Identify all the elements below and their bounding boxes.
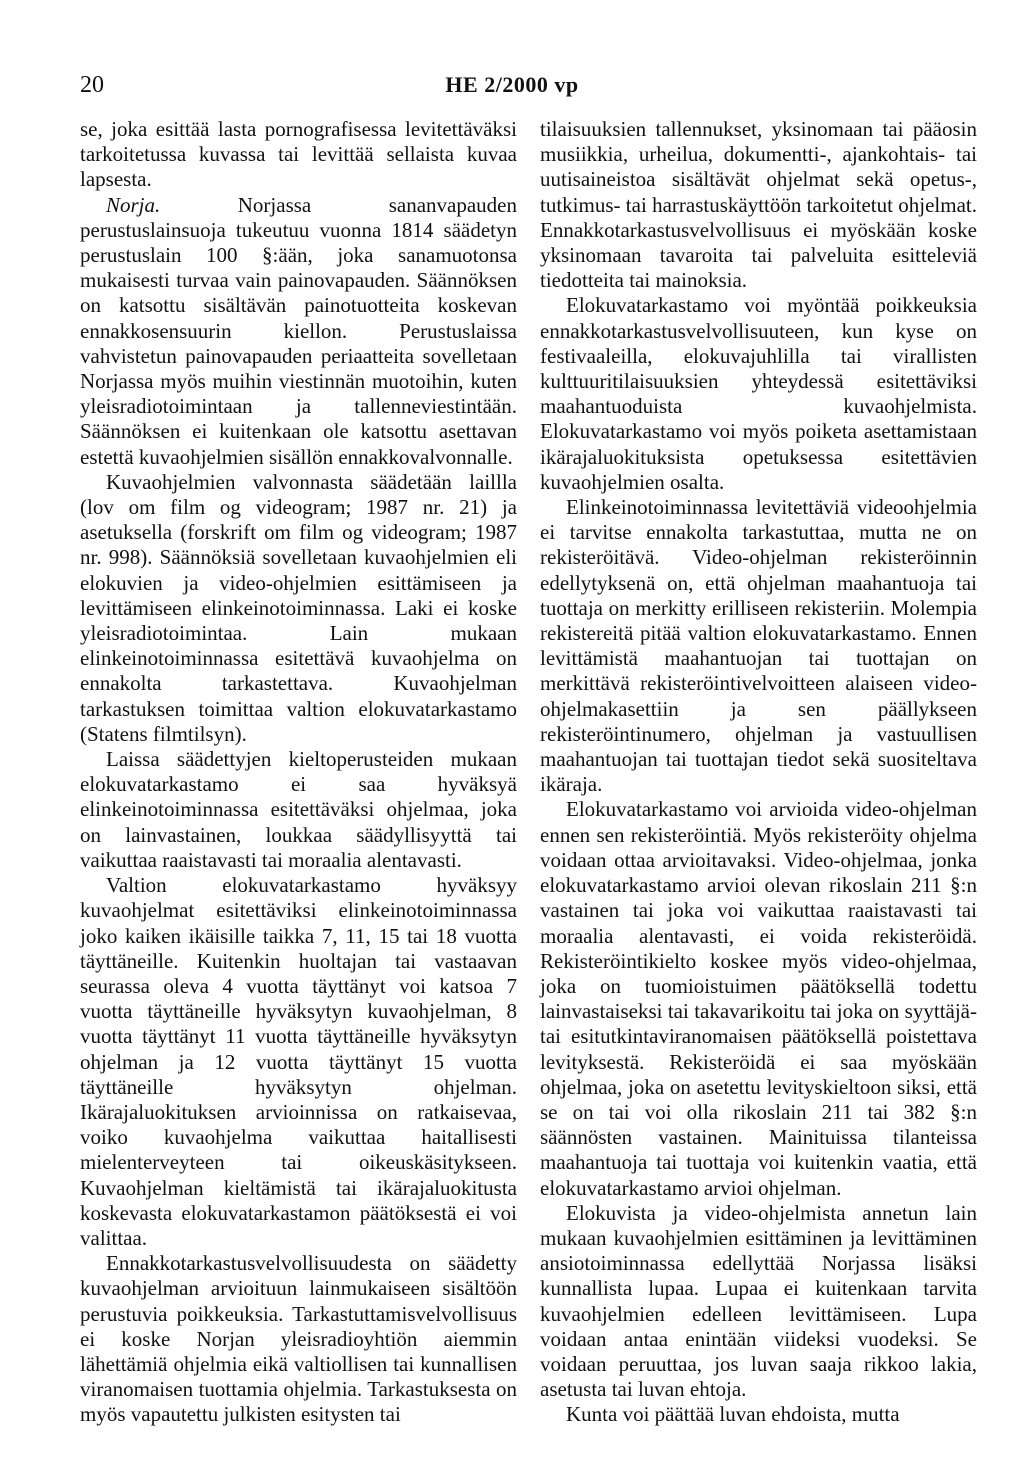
document-id: HE 2/2000 vp: [445, 72, 579, 97]
paragraph: Elokuvatarkastamo voi myöntää poikkeuksia ennakkotarkastusvelvollisuuteen, kun kyse on festivaaleilla, elokuvajuhlilla tai virallisten kulttuuritilaisuuksien yhteydessä esitettäviksi maahantuoduista kuvaohjelmista. Elokuvatarkastamo voi myös poiketa asettamistaan ikärajaluokituksista opetuksessa esitettävien kuvaohjelmien osalta.: [540, 293, 977, 494]
paragraph: Elinkeinotoiminnassa levitettäviä videoohjelmia ei tarvitse ennakolta tarkastuttaa, mutta ne on rekisteröitävä. Video-ohjelman rekisteröinnin edellytyksenä on, että ohjelman maahantuoja tai tuottaja on merkitty erilliseen rekisteriin. Molempia rekistereitä pitää valtion elokuvatarkastamo. Ennen levittämistä maahantuojan tai tuottajan on merkittävä rekisteröintivelvoitteen alaiseen video-ohjelmakasettiin ja sen päällykseen rekisteröintinumero, ohjelman ja vastuullisen maahantuojan tai tuottajan tiedot sekä suositeltava ikäraja.: [540, 495, 977, 797]
paragraph: se, joka esittää lasta pornografisessa levitettäväksi tarkoitetussa kuvassa tai levittää sellaista kuvaa lapsesta.: [80, 117, 517, 192]
right-column: [540, 117, 977, 1428]
paragraph: Valtion elokuvatarkastamo hyväksyy kuvaohjelmat esitettäviksi elinkeinotoiminnassa joko kaiken ikäisille taikka 7, 11, 15 tai 18 vuotta täyttäneille. Kuitenkin huoltajan tai vastaavan seurassa oleva 4 vuotta täyttänyt voi katsoa 7 vuotta täyttäneille hyväksytyn kuvaohjelman, 8 vuotta täyttänyt 11 vuotta täyttäneille hyväksytyn ohjelman ja 12 vuotta täyttänyt 15 vuotta täyttäneille hyväksytyn ohjelman. Ikärajaluokituksen arvioinnissa on ratkaisevaa, voiko kuvaohjelma vaikuttaa haitallisesti mielenterveyteen tai oikeuskäsitykseen. Kuvaohjelman kieltämistä tai ikärajaluokitusta koskevasta elokuvatarkastamon päätöksestä ei voi valittaa.: [80, 873, 517, 1250]
paragraph: Elokuvista ja video-ohjelmista annetun lain mukaan kuvaohjelmien esittäminen ja levittäminen ansiotoiminnassa edellyttää Norjassa lisäksi kunnallista lupaa. Lupaa ei kuitenkaan tarvita kuvaohjelmien edelleen levittämiseen. Lupa voidaan antaa enintään viideksi vuodeksi. Se voidaan peruuttaa, jos luvan saaja rikkoo lakia, asetusta tai luvan ehtoja.: [540, 1200, 977, 1402]
paragraph: [80, 193, 517, 470]
paragraph: Laissa säädettyjen kieltoperusteiden mukaan elokuvatarkastamo ei saa hyväksyä elinkeinotoiminnassa esitettäväksi ohjelmaa, joka on lainvastainen, loukkaa säädyllisyyttä tai vaikuttaa raaistavasti tai moraalia alentavasti.: [80, 747, 517, 872]
page-number: 20: [80, 72, 104, 98]
paragraph: tilaisuuksien tallennukset, yksinomaan tai pääosin musiikkia, urheilua, dokumentti-, ajankohtais- tai uutisaineistoa sisältävät ohjelmat sekä opetus-, tutkimus- tai harrastuskäyttöön tarkoitetut ohjelmat. Ennakkotarkastusvelvollisuus ei myöskään koske yksinomaan tavaroita tai palveluita esitteleviä tiedotteita tai mainoksia.: [540, 117, 977, 293]
left-column: [80, 117, 517, 1428]
paragraph: Kuvaohjelmien valvonnasta säädetään laillla (lov om film og videogram; 1987 nr. 21) ja asetuksella (forskrift om film og videogram; 1987 nr. 998). Säännöksiä sovelletaan kuvaohjelmien eli elokuvien ja video-ohjelmien esittämiseen ja levittämiseen elinkeinotoiminnassa. Laki ei koske yleisradiotoimintaa. Lain mukaan elinkeinotoiminnassa esitettävä kuvaohjelma on ennakolta tarkastettava. Kuvaohjelman tarkastuksen toimittaa valtion elokuvatarkastamo (Statens filmtilsyn).: [80, 469, 517, 746]
paragraph: Elokuvatarkastamo voi arvioida video-ohjelman ennen sen rekisteröintiä. Myös rekisteröity ohjelma voidaan ottaa arvioitavaksi. Video-ohjelmaa, jonka elokuvatarkastamo arvioi olevan rikoslain 211 §:n vastainen tai joka voi vaikuttaa raaistavasti tai moraalia alentavasti, ei voida rekisteröidä. Rekisteröintikielto koskee myös video-ohjelmaa, joka on tuomioistuimen päätöksellä todettu lainvastaiseksi tai takavarikoitu tai joka on syyttäjä- tai esitutkintaviranomaisen päätöksellä poistettava levityksestä. Rekisteröidä ei saa myöskään ohjelmaa, joka on asetettu levityskieltoon siksi, että se on tai voi olla rikoslain 211 tai 382 §:n säännösten vastainen. Mainituissa tilanteissa maahantuoja tai tuottaja voi kuitenkin vaatia, että elokuvatarkastamo arvioi ohjelman.: [540, 797, 977, 1200]
paragraph-body: Norjassa sananvapauden perustuslainsuoja tukeutuu vuonna 1814 säädetyn perustuslain 100 §:ään, joka sanamuotonsa mukaisesti turvaa vain painovapauden. Säännöksen on katsottu sisältävän painotuotteita koskevan ennakkosensuurin kiellon. Perustuslaissa vahvistetun painovapauden periaatteita sovelletaan Norjassa myös muihin viestinnän muotoihin, kuten yleisradiotoimintaan ja tallenneviestintään. Säännöksen ei kuitenkaan ole katsottu asettavan estettä kuvaohjelmien sisällön ennakkovalvonnalle.: [80, 192, 517, 469]
paragraph: Ennakkotarkastusvelvollisuudesta on säädetty kuvaohjelman arvioituun lainmukaiseen sisältöön perustuvia poikkeuksia. Tarkastuttamisvelvollisuus ei koske Norjan yleisradioyhtiön aiemmin lähettämiä ohjelmia eikä valtiollisen tai kunnallisen viranomaisen tuottamia ohjelmia. Tarkastuksesta on myös vapautettu julkisten esitysten tai: [80, 1251, 517, 1427]
paragraph: Kunta voi päättää luvan ehdoista, mutta: [566, 1402, 900, 1427]
paragraph-lead: Norja.: [106, 192, 161, 217]
